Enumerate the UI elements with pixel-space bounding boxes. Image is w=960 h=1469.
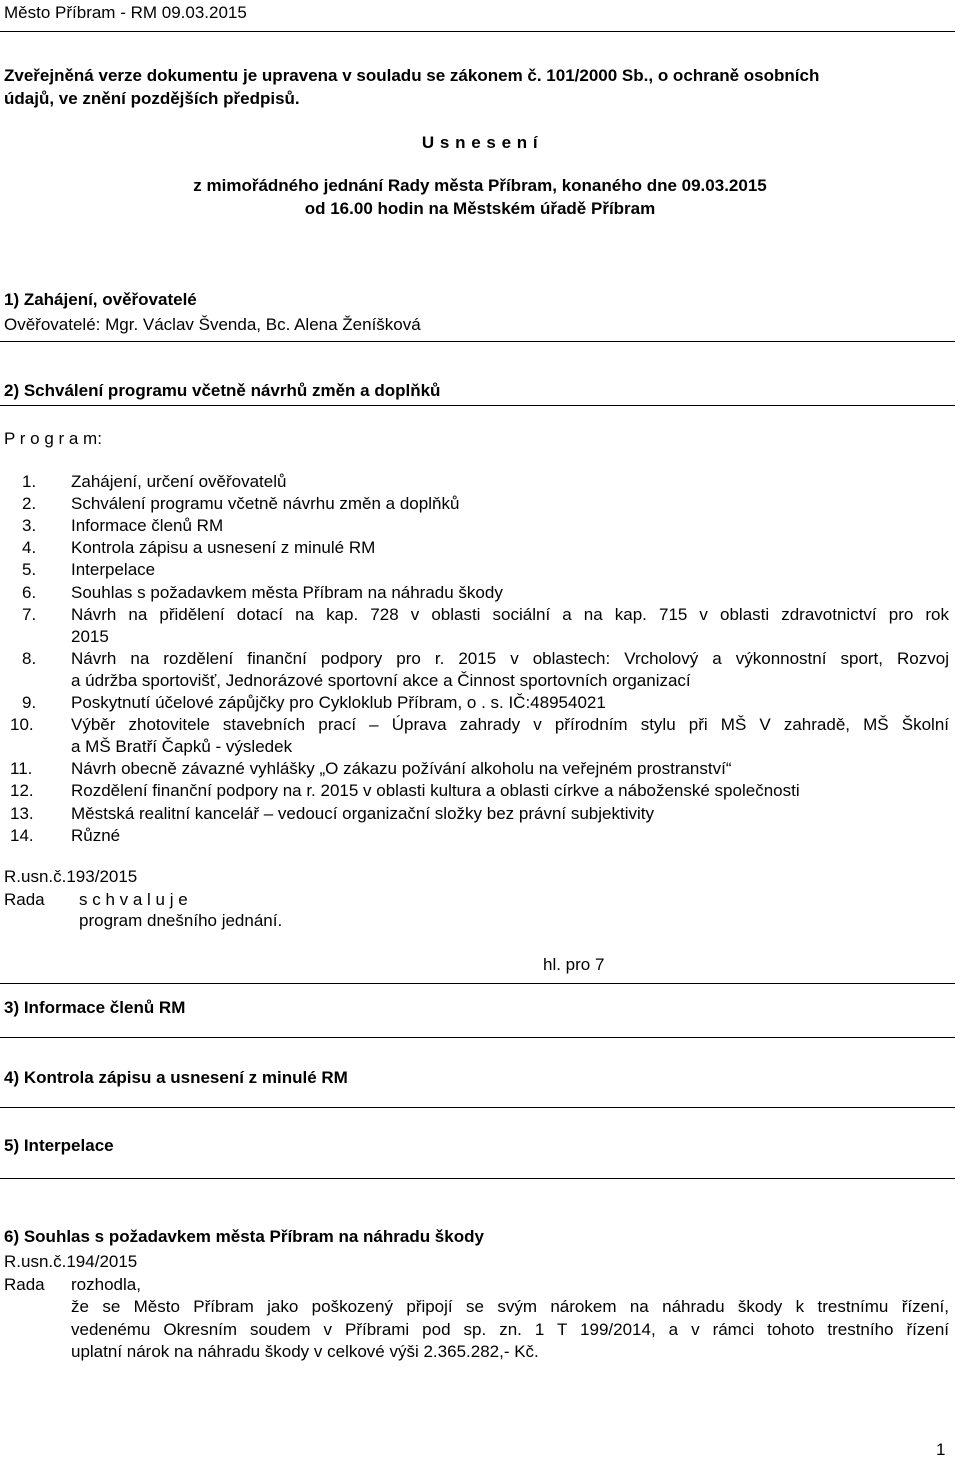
verifiers-text: Ověřovatelé: Mgr. Václav Švenda, Bc. Alena Ženíšková [4, 315, 421, 334]
resolution-object: program dnešního jednání. [79, 911, 283, 930]
program-item-number: 4. [22, 538, 37, 558]
program-item-text: Městská realitní kancelář – vedoucí organizační složky bez právní subjektivity [71, 803, 654, 823]
program-item-number: 6. [22, 582, 37, 602]
program-item-number: 7. [22, 604, 37, 624]
section-heading-3: 3) Informace členů RM [4, 998, 186, 1017]
program-item-number: 9. [22, 693, 37, 712]
resolution-text-line: uplatní nárok na náhradu škody v celkové výši 2.365.282,- Kč. [71, 1342, 539, 1361]
program-item-number: 13. [10, 803, 34, 823]
program-item-number: 14. [10, 825, 34, 845]
section-heading-6: 6) Souhlas s požadavkem města Příbram na náhradu škody [4, 1227, 484, 1246]
program-item-number: 12. [10, 781, 34, 801]
section-heading-5: 5) Interpelace [4, 1136, 114, 1155]
program-item-text: Zahájení, určení ověřovatelů [71, 472, 287, 491]
section-divider-4 [0, 1107, 955, 1108]
program-item-text: a údržba sportovišť, Jednorázové sportovní akce a Činnost sportovních organizací [71, 670, 691, 690]
program-item-text: Návrh na přidělení dotací na kap. 728 v oblasti sociální a na kap. 715 v oblasti zdravotnictví pro rok [71, 604, 949, 624]
program-item-number: 3. [22, 516, 37, 536]
header-divider [0, 31, 955, 32]
section-heading-1: 1) Zahájení, ověřovatelé [4, 290, 197, 309]
program-item-text: Souhlas s požadavkem města Příbram na náhradu škody [71, 582, 503, 602]
resolution-subject: Rada [4, 890, 45, 909]
section-divider-1 [0, 341, 955, 342]
resolution-verb: rozhodla, [71, 1275, 141, 1294]
program-item-number: 1. [22, 472, 37, 491]
program-item-text: Poskytnutí účelové zápůjčky pro Cykloklub Příbram, o . s. IČ:48954021 [71, 693, 606, 712]
resolution-verb: s c h v a l u j e [79, 890, 188, 909]
document-title: U s n e s e n í [421, 133, 539, 152]
resolution-number: R.usn.č.194/2015 [4, 1252, 138, 1271]
program-item-number: 11. [10, 759, 33, 779]
program-item-text: Rozdělení finanční podpory na r. 2015 v oblasti kultura a oblasti církve a náboženské společnosti [71, 781, 800, 801]
section-divider-2 [0, 405, 955, 406]
vote-result: hl. pro 7 [543, 955, 605, 974]
program-item-text: 2015 [71, 626, 109, 646]
document-subtitle-line2: od 16.00 hodin na Městském úřadě Příbram [304, 199, 656, 218]
section-heading-2: 2) Schválení programu včetně návrhů změn a doplňků [4, 381, 441, 400]
privacy-notice-line2: údajů, ve znění pozdějších předpisů. [4, 89, 300, 108]
program-item-text: a MŠ Bratří Čapků - výsledek [71, 737, 293, 757]
section-divider-3 [0, 1037, 955, 1038]
section-divider-vote [0, 983, 955, 984]
program-item-text: Schválení programu včetně návrhu změn a doplňků [71, 494, 460, 514]
page-number: 1 [936, 1440, 946, 1459]
program-item-number: 2. [22, 494, 37, 514]
document-header-title: Město Příbram - RM 09.03.2015 [4, 3, 247, 22]
resolution-text-line: že se Město Příbram jako poškozený připojí se svým nárokem na náhradu škody k trestnímu řízení, [71, 1297, 949, 1316]
section-heading-4: 4) Kontrola zápisu a usnesení z minulé RM [4, 1068, 348, 1087]
resolution-subject: Rada [4, 1275, 45, 1294]
resolution-number: R.usn.č.193/2015 [4, 867, 138, 886]
program-item-text: Výběr zhotovitele stavebních prací – Úprava zahrady v přírodním stylu při MŠ V zahradě, MŠ Školní [71, 715, 949, 735]
program-item-text: Návrh na rozdělení finanční podpory pro r. 2015 v oblastech: Vrcholový a výkonnostní sport, Rozvoj [71, 648, 949, 668]
document-subtitle-line1: z mimořádného jednání Rady města Příbram, konaného dne 09.03.2015 [193, 176, 767, 195]
program-item-number: 10. [10, 715, 34, 735]
program-item-text: Kontrola zápisu a usnesení z minulé RM [71, 538, 376, 558]
resolution-text-line: vedenému Okresním soudem v Příbrami pod sp. zn. 1 T 199/2014, a v rámci tohoto trestního řízení [71, 1320, 949, 1339]
section-divider-5 [0, 1178, 955, 1179]
privacy-notice-line1: Zveřejněná verze dokumentu je upravena v souladu se zákonem č. 101/2000 Sb., o ochraně osobních [4, 66, 820, 85]
program-item-text: Různé [71, 825, 121, 845]
program-item-text: Návrh obecně závazné vyhlášky „O zákazu požívání alkoholu na veřejném prostranství“ [71, 759, 732, 779]
program-item-number: 8. [22, 648, 37, 668]
program-label: P r o g r a m: [4, 429, 102, 448]
program-item-text: Informace členů RM [71, 516, 224, 536]
program-item-number: 5. [22, 560, 37, 580]
program-item-text: Interpelace [71, 560, 156, 580]
